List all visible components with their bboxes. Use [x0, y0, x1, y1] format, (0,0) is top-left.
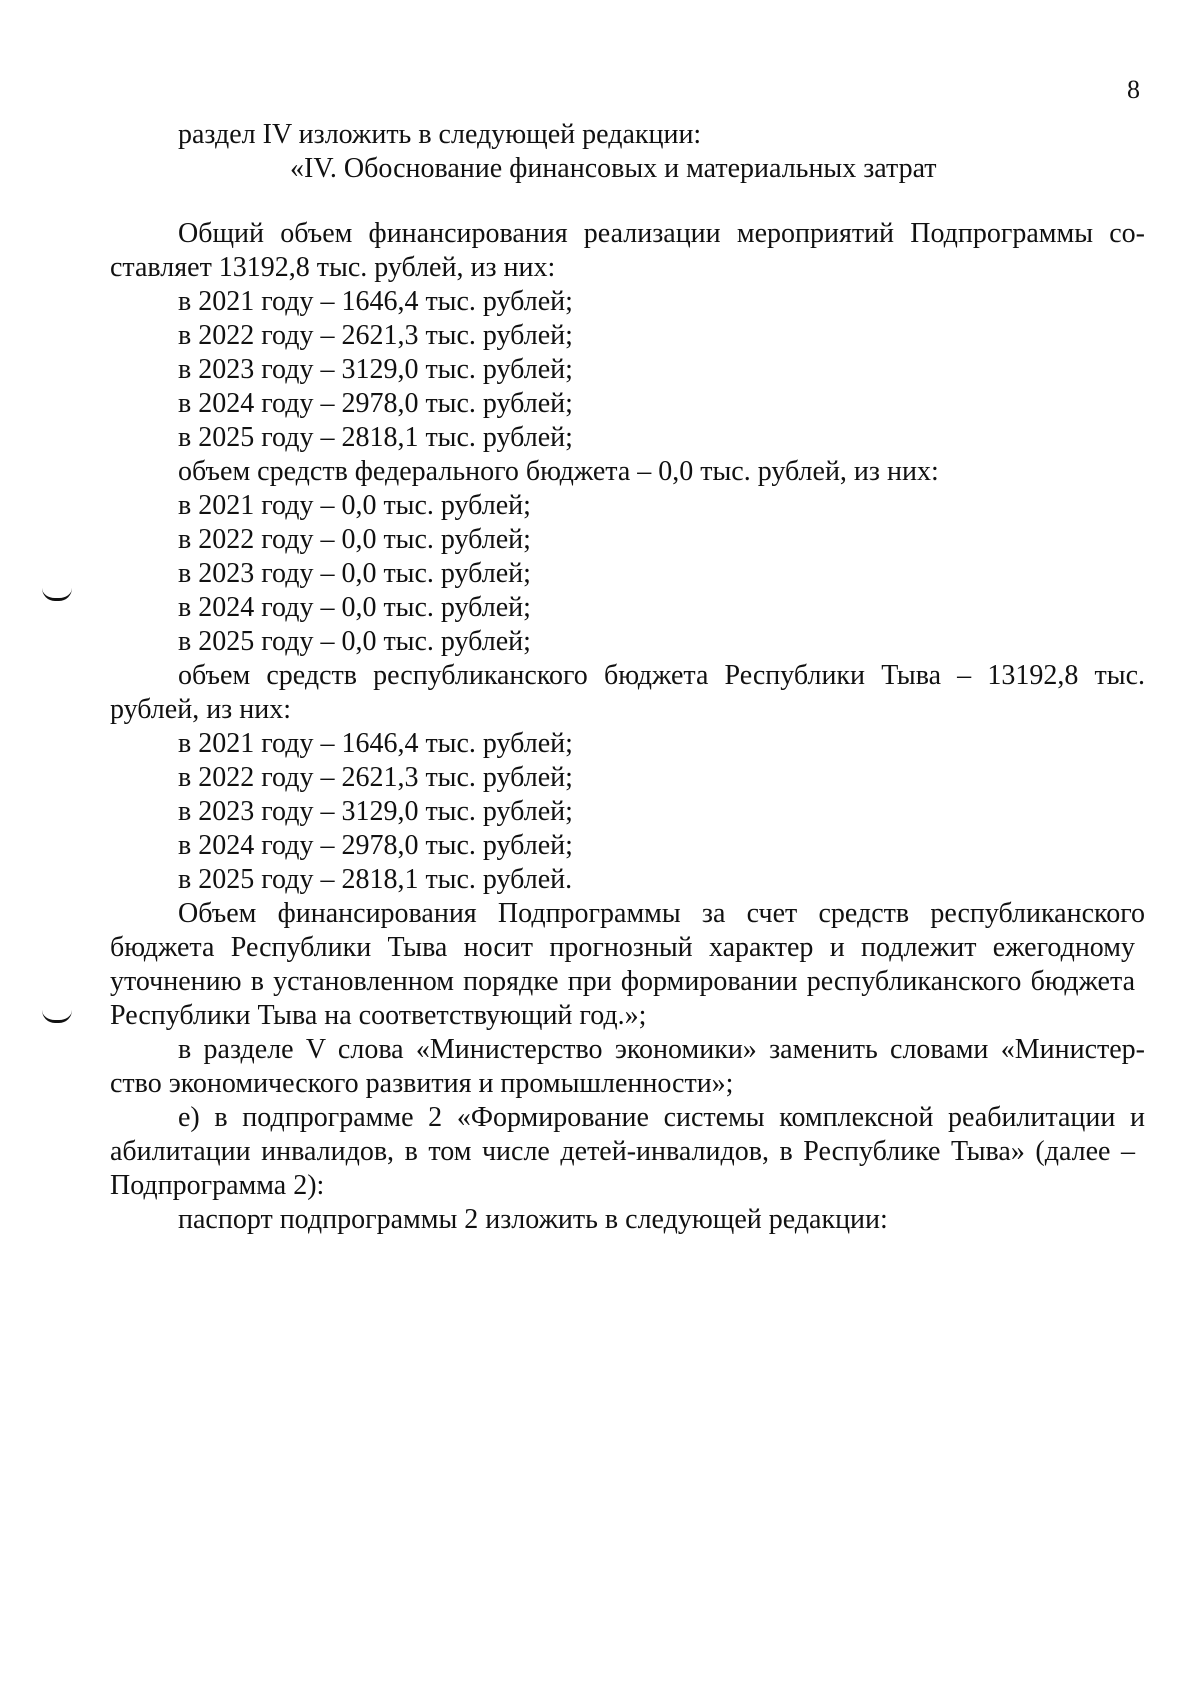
text-line: Республики Тыва на соответствующий год.»;	[110, 1000, 647, 1031]
margin-mark	[42, 1010, 72, 1023]
list-item: в 2022 году – 2621,3 тыс. рублей;	[178, 320, 573, 351]
list-item: в 2024 году – 2978,0 тыс. рублей;	[178, 388, 573, 419]
list-item: в 2022 году – 2621,3 тыс. рублей;	[178, 762, 573, 793]
text-line: в разделе V слова «Министерство экономики» заменить словами «Министер-	[178, 1034, 1145, 1065]
text-line: раздел IV изложить в следующей редакции:	[178, 119, 702, 150]
list-item: в 2022 году – 0,0 тыс. рублей;	[178, 524, 531, 555]
section-heading: «IV. Обоснование финансовых и материальных затрат	[290, 153, 937, 184]
text-line: уточнению в установленном порядке при формировании республиканского бюджета	[110, 966, 1135, 997]
list-item: в 2023 году – 3129,0 тыс. рублей;	[178, 354, 573, 385]
text-line: Общий объем финансирования реализации мероприятий Подпрограммы со-	[178, 218, 1145, 249]
list-item: в 2023 году – 0,0 тыс. рублей;	[178, 558, 531, 589]
text-line: Объем финансирования Подпрограммы за счет средств республиканского	[178, 898, 1145, 929]
list-item: в 2023 году – 3129,0 тыс. рублей;	[178, 796, 573, 827]
page-number: 8	[1127, 75, 1140, 104]
list-item: в 2024 году – 0,0 тыс. рублей;	[178, 592, 531, 623]
text-line: объем средств федерального бюджета – 0,0 тыс. рублей, из них:	[178, 456, 939, 487]
list-item: в 2024 году – 2978,0 тыс. рублей;	[178, 830, 573, 861]
list-item: в 2021 году – 0,0 тыс. рублей;	[178, 490, 531, 521]
list-item: в 2021 году – 1646,4 тыс. рублей;	[178, 286, 573, 317]
text-line: Подпрограмма 2):	[110, 1170, 325, 1201]
text-line: рублей, из них:	[110, 694, 291, 725]
text-line: ставляет 13192,8 тыс. рублей, из них:	[110, 252, 556, 283]
text-line: объем средств республиканского бюджета Республики Тыва – 13192,8 тыс.	[178, 660, 1145, 691]
text-line: абилитации инвалидов, в том числе детей-инвалидов, в Республике Тыва» (далее –	[110, 1136, 1135, 1167]
list-item: в 2025 году – 0,0 тыс. рублей;	[178, 626, 531, 657]
list-item: в 2021 году – 1646,4 тыс. рублей;	[178, 728, 573, 759]
text-line: бюджета Республики Тыва носит прогнозный характер и подлежит ежегодному	[110, 932, 1135, 963]
text-line: ство экономического развития и промышленности»;	[110, 1068, 734, 1099]
margin-mark	[42, 588, 72, 601]
text-line: е) в подпрограмме 2 «Формирование системы комплексной реабилитации и	[178, 1102, 1145, 1133]
list-item: в 2025 году – 2818,1 тыс. рублей;	[178, 422, 573, 453]
list-item: в 2025 году – 2818,1 тыс. рублей.	[178, 864, 573, 895]
text-line: паспорт подпрограммы 2 изложить в следующей редакции:	[178, 1204, 888, 1235]
